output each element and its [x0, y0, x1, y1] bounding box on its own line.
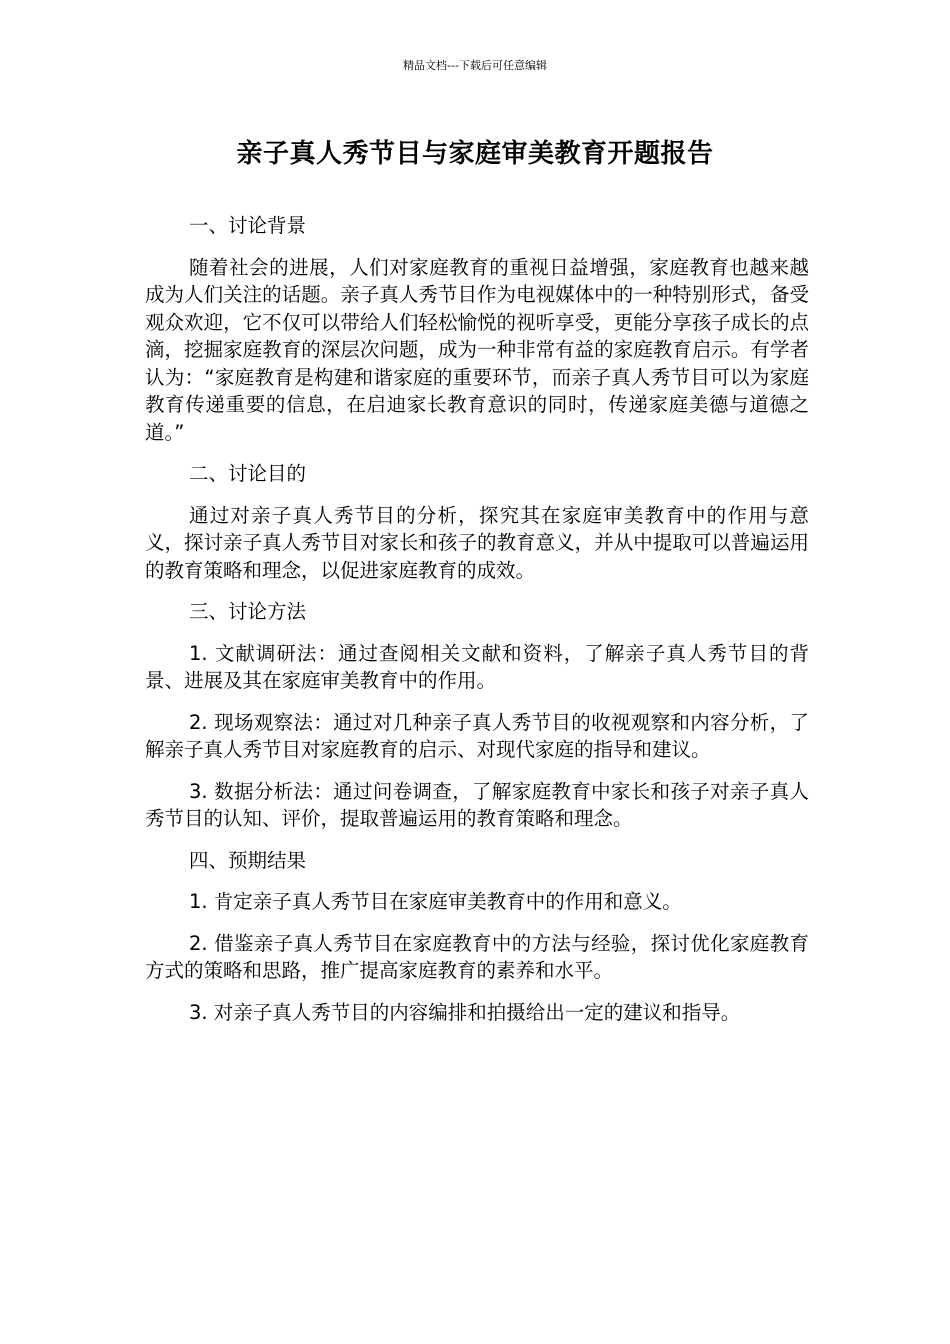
list-item: 2. 现场观察法：通过对几种亲子真人秀节目的收视观察和内容分析，了解亲子真人秀节目对家庭教育的启示、对现代家庭的指导和建议。 [145, 710, 809, 761]
list-item: 1. 文献调研法：通过查阅相关文献和资料，了解亲子真人秀节目的背景、进展及其在家庭审美教育中的作用。 [145, 641, 809, 692]
section-heading: 一、讨论背景 [189, 214, 307, 237]
paragraph: 通过对亲子真人秀节目的分析，探究其在家庭审美教育中的作用与意义，探讨亲子真人秀节目对家长和孩子的教育意义，并从中提取可以普遍运用的教育策略和理念，以促进家庭教育的成效。 [145, 503, 809, 582]
list-item: 3. 数据分析法：通过问卷调查，了解家庭教育中家长和孩子对亲子真人秀节目的认知、评价，提取普遍运用的教育策略和理念。 [145, 779, 809, 830]
section-heading: 四、预期结果 [189, 848, 307, 872]
paragraph: 随着社会的进展，人们对家庭教育的重视日益增强，家庭教育也越来越成为人们关注的话题。亲子真人秀节目作为电视媒体中的一种特别形式，备受观众欢迎，它不仅可以带给人们轻松愉悦的视听享受，更能分享孩子成长的点滴，挖掘家庭教育的深层次问题，成为一种非常有益的家庭教育启示。有学者认为：“家庭教育是构建和谐家庭的重要环节，而亲子真人秀节目可以为家庭教育传递重要的信息，在启迪家长教育意识的同时，传递家庭美德与道德之道。” [145, 255, 809, 444]
section-methods [145, 598, 809, 833]
section-purpose [145, 460, 809, 584]
list-item: 3. 对亲子真人秀节目的内容编排和拍摄给出一定的建议和指导。 [189, 1000, 741, 1024]
section-expected-results [145, 847, 809, 1027]
section-heading: 三、讨论方法 [189, 600, 307, 623]
section-heading: 二、讨论目的 [189, 462, 307, 485]
section-background [145, 212, 809, 446]
header-note: 精品文档---下载后可任意编辑 [403, 59, 547, 72]
list-item: 1. 肯定亲子真人秀节目在家庭审美教育中的作用和意义。 [189, 890, 682, 913]
list-item: 2. 借鉴亲子真人秀节目在家庭教育中的方法与经验，探讨优化家庭教育方式的策略和思路，推广提高家庭教育的素养和水平。 [145, 931, 809, 982]
document-title: 亲子真人秀节目与家庭审美教育开题报告 [236, 139, 714, 169]
document-body [145, 212, 809, 1040]
